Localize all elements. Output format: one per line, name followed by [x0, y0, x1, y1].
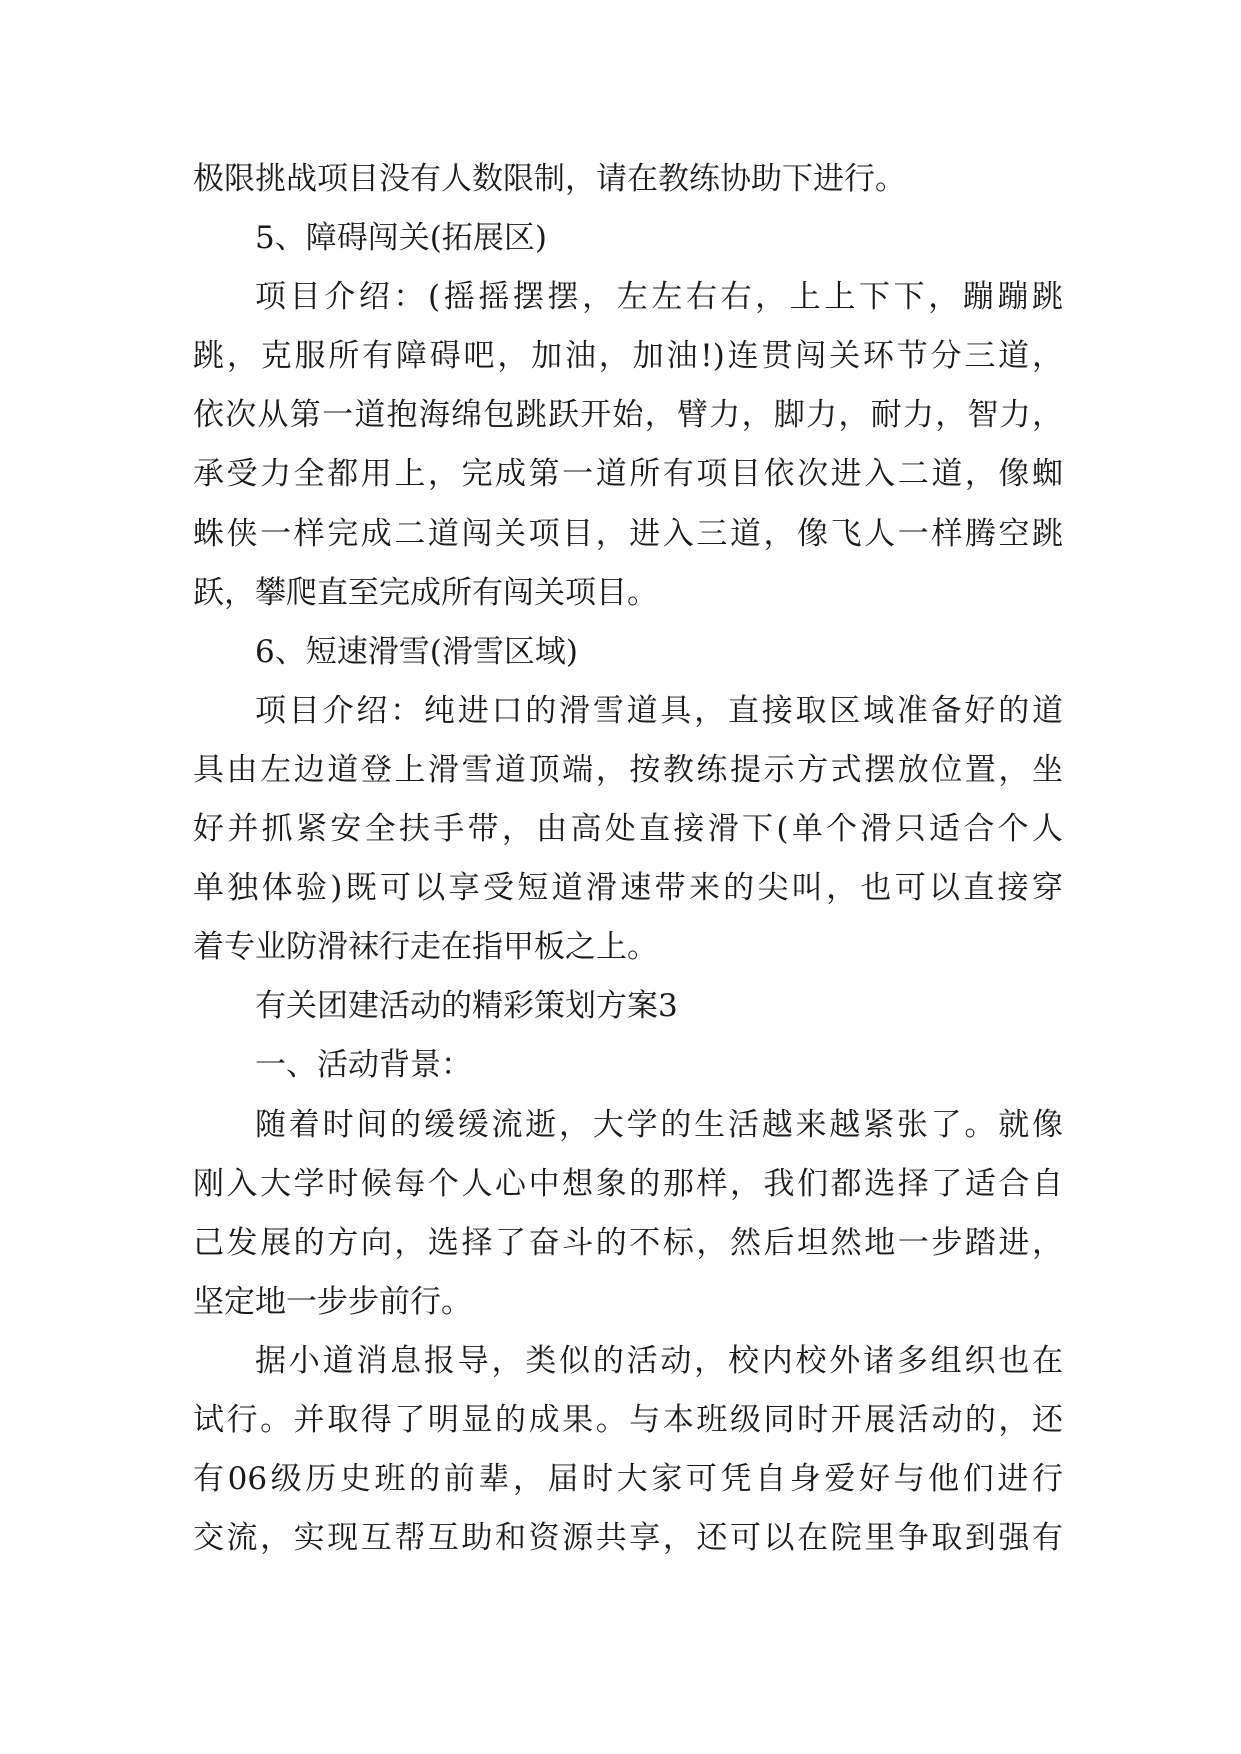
section-heading: 一、活动背景： — [255, 1047, 472, 1084]
text-line: 据小道消息报导，类似的活动，校内校外诸多组织也在 — [255, 1342, 1063, 1379]
text-line: 坚定地一步步前行。 — [193, 1283, 472, 1320]
text-line: 承受力全都用上，完成第一道所有项目依次进入二道，像蜘 — [193, 456, 1063, 493]
text-line: 蛛侠一样完成二道闯关项目，进入三道，像飞人一样腾空跳 — [193, 515, 1063, 552]
text-line: 单独体验)既可以享受短道滑速带来的尖叫，也可以直接穿 — [193, 870, 1063, 907]
text-line: 极限挑战项目没有人数限制，请在教练协助下进行。 — [193, 161, 906, 197]
section-heading: 5、障碍闯关(拓展区) — [255, 220, 547, 257]
section-title: 有关团建活动的精彩策划方案3 — [255, 988, 678, 1025]
text-line: 刚入大学时候每个人心中想象的那样，我们都选择了适合自 — [193, 1165, 1063, 1202]
text-line: 跃，攀爬直至完成所有闯关项目。 — [193, 574, 658, 611]
text-line: 项目介绍：纯进口的滑雪道具，直接取区域准备好的道 — [255, 692, 1063, 729]
text-line: 好并抓紧安全扶手带，由高处直接滑下(单个滑只适合个人 — [193, 811, 1063, 848]
text-line: 具由左边道登上滑雪道顶端，按教练提示方式摆放位置，坐 — [193, 751, 1063, 788]
text-line: 己发展的方向，选择了奋斗的不标，然后坦然地一步踏进， — [193, 1224, 1063, 1261]
text-line: 跳，克服所有障碍吧，加油，加油!)连贯闯关环节分三道， — [193, 338, 1063, 375]
text-line: 项目介绍：(摇摇摆摆，左左右右，上上下下，蹦蹦跳 — [255, 279, 1063, 316]
text-line: 交流，实现互帮互助和资源共享，还可以在院里争取到强有 — [193, 1520, 1063, 1557]
text-line: 随着时间的缓缓流逝，大学的生活越来越紧张了。就像 — [255, 1106, 1063, 1143]
text-line: 有06级历史班的前辈，届时大家可凭自身爱好与他们进行 — [193, 1461, 1063, 1498]
text-line: 着专业防滑袜行走在指甲板之上。 — [193, 929, 658, 966]
section-heading: 6、短速滑雪(滑雪区域) — [255, 633, 578, 670]
document-body — [193, 150, 1063, 1568]
text-line: 试行。并取得了明显的成果。与本班级同时开展活动的，还 — [193, 1401, 1063, 1438]
text-line: 依次从第一道抱海绵包跳跃开始，臂力，脚力，耐力，智力， — [193, 397, 1063, 434]
